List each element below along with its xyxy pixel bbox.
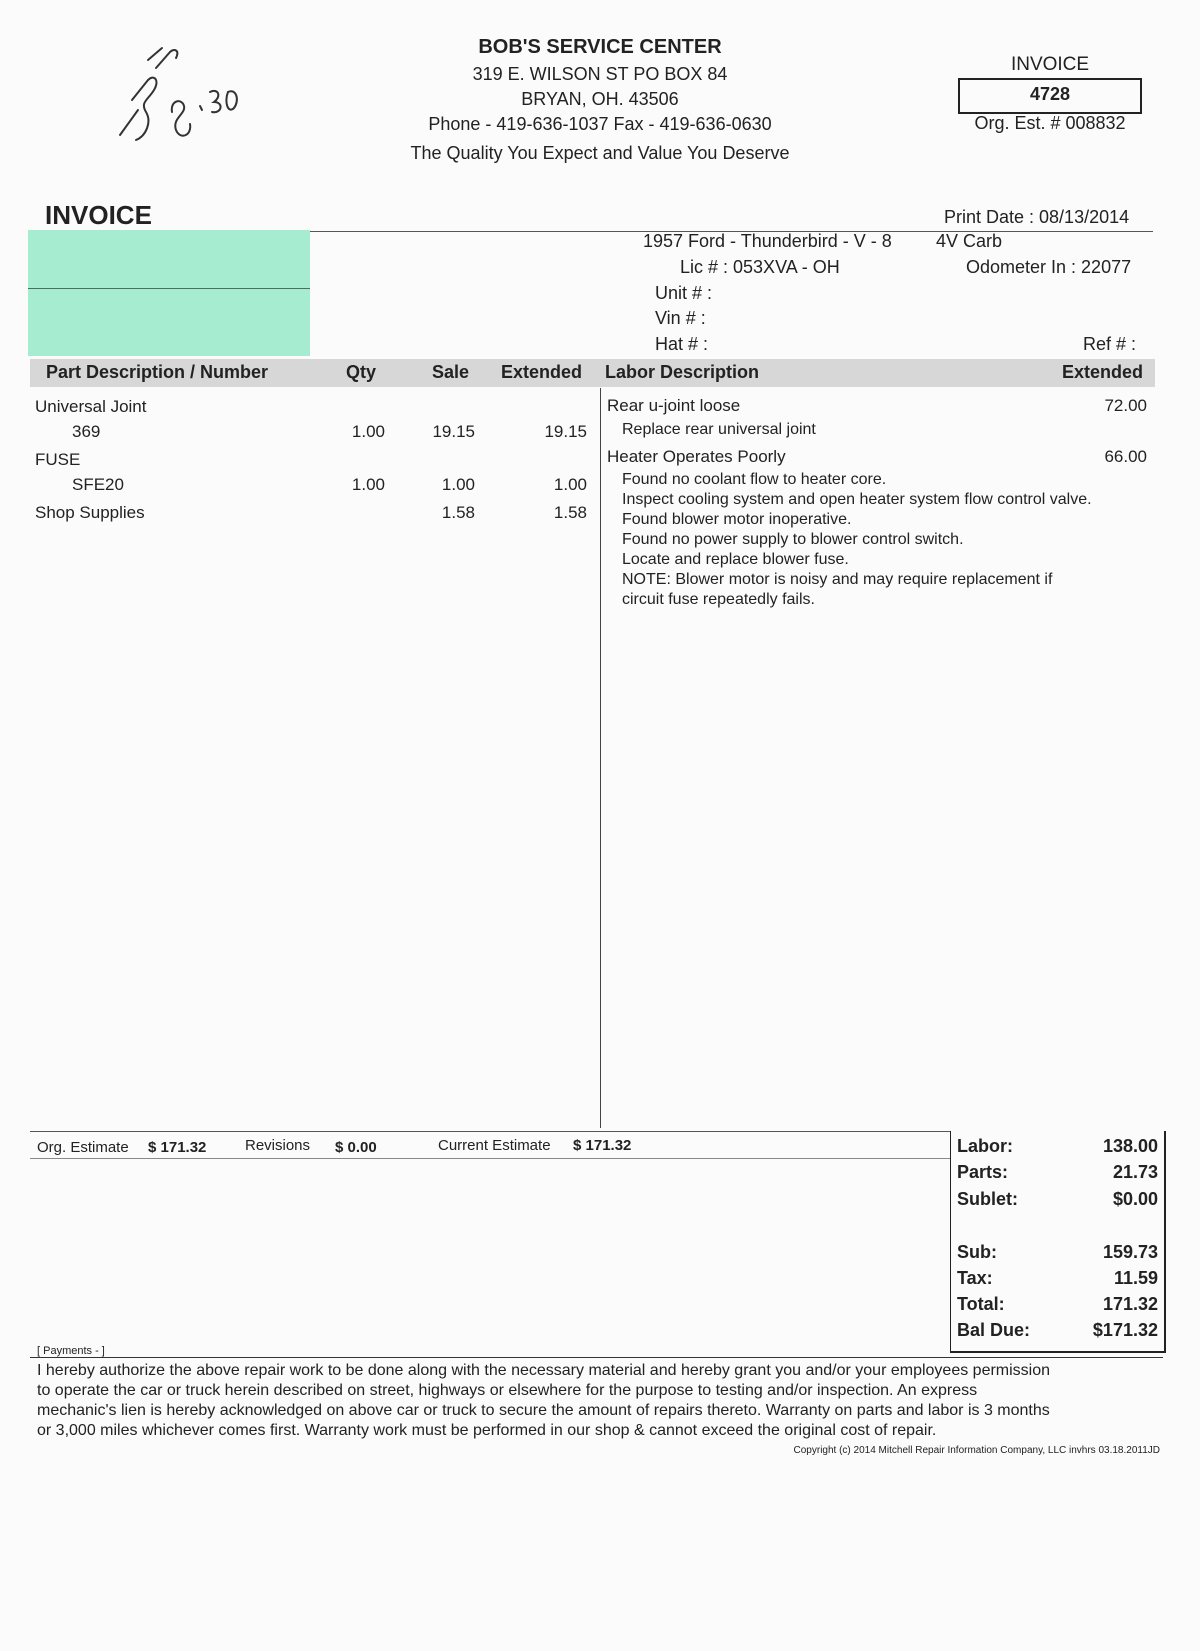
- totals-tax-value: 11.59: [1113, 1268, 1158, 1288]
- part-extended: 19.15: [544, 422, 587, 441]
- col-labor-description: Labor Description: [605, 362, 760, 382]
- parts-labor-divider: [600, 388, 601, 1128]
- authorization-line: to operate the car or truck herein described on street, highways or elsewhere for the purpose to testing and/or inspection. An express: [37, 1382, 978, 1399]
- col-extended: Extended: [501, 362, 583, 382]
- current-estimate-value: $ 171.32: [573, 1137, 632, 1154]
- totals-balance-label: Bal Due:: [957, 1320, 1031, 1340]
- labor-line: NOTE: Blower motor is noisy and may require replacement if: [622, 571, 1053, 588]
- totals-balance-value: $171.32: [1092, 1320, 1158, 1340]
- totals-sublet-label: Sublet:: [957, 1189, 1018, 1209]
- col-part-description: Part Description / Number: [46, 362, 269, 382]
- totals-labor-label: Labor:: [957, 1136, 1013, 1156]
- shop-tagline: The Quality You Expect and Value You Deserve: [410, 143, 790, 163]
- totals-tax-label: Tax:: [957, 1268, 993, 1288]
- org-estimate-label: Org. Estimate: [37, 1139, 129, 1156]
- totals-sub-value: 159.73: [1102, 1242, 1158, 1262]
- copyright: Copyright (c) 2014 Mitchell Repair Information Company, LLC invhrs 03.18.2011JD: [793, 1445, 1160, 1456]
- labor-line: Found no power supply to blower control switch.: [622, 531, 964, 548]
- part-extended: 1.00: [553, 475, 587, 494]
- part-extended: 1.58: [553, 503, 587, 522]
- page-title: INVOICE: [45, 200, 152, 230]
- shop-address: 319 E. WILSON ST PO BOX 84: [472, 64, 728, 84]
- org-estimate-value: $ 171.32: [148, 1139, 207, 1156]
- hat-number: Hat # :: [655, 334, 709, 354]
- authorization-line: I hereby authorize the above repair work to be done along with the necessary material and hereby grant you and/or your employees permission: [37, 1362, 1051, 1379]
- labor-title: Heater Operates Poorly: [607, 447, 786, 466]
- labor-line: Inspect cooling system and open heater system flow control valve.: [622, 491, 1092, 508]
- shop-city: BRYAN, OH. 43506: [521, 89, 679, 109]
- labor-line: Replace rear universal joint: [622, 421, 816, 438]
- ref-number: Ref # :: [1083, 334, 1137, 354]
- revisions-value: $ 0.00: [335, 1139, 377, 1156]
- invoice-box-label: INVOICE: [1010, 54, 1090, 75]
- odometer: Odometer In : 22077: [966, 257, 1132, 277]
- revisions-label: Revisions: [245, 1137, 311, 1154]
- totals-labor-value: 138.00: [1102, 1136, 1158, 1156]
- labor-line: Found no coolant flow to heater core.: [622, 471, 887, 488]
- redaction-divider: [28, 288, 310, 289]
- part-number: SFE20: [72, 475, 124, 494]
- labor-line: Locate and replace blower fuse.: [622, 551, 849, 568]
- vehicle-license: Lic # : 053XVA - OH: [680, 257, 840, 277]
- part-qty: 1.00: [351, 475, 385, 494]
- shop-name: BOB'S SERVICE CENTER: [478, 36, 722, 58]
- part-desc: FUSE: [35, 450, 81, 469]
- labor-amount: 66.00: [1104, 447, 1147, 466]
- labor-title: Rear u-joint loose: [607, 396, 741, 415]
- labor-amount: 72.00: [1104, 396, 1147, 415]
- totals-parts-label: Parts:: [957, 1162, 1009, 1182]
- col-sale: Sale: [432, 362, 470, 382]
- invoice-number: 4728: [1029, 84, 1071, 104]
- payments-divider: [30, 1357, 1163, 1358]
- totals-sub-label: Sub:: [957, 1242, 997, 1262]
- labor-line: Found blower motor inoperative.: [622, 511, 852, 528]
- estimate-bottom-divider: [30, 1158, 950, 1159]
- totals-total-label: Total:: [957, 1294, 1005, 1314]
- authorization-line: or 3,000 miles whichever comes first. Warranty work must be performed in our shop & cannot exceed the original cost of repair.: [37, 1422, 937, 1439]
- vin-number: Vin # :: [655, 308, 706, 328]
- col-qty: Qty: [346, 362, 377, 382]
- payments-label: [ Payments - ]: [37, 1345, 105, 1357]
- part-number: 369: [72, 422, 101, 441]
- part-sale: 1.00: [441, 475, 475, 494]
- part-desc: Universal Joint: [35, 397, 147, 416]
- part-desc: Shop Supplies: [35, 503, 145, 522]
- current-estimate-label: Current Estimate: [438, 1137, 551, 1154]
- labor-line: circuit fuse repeatedly fails.: [622, 591, 815, 608]
- totals-sublet-value: $0.00: [1112, 1189, 1158, 1209]
- vehicle-model: 1957 Ford - Thunderbird - V - 8: [643, 231, 892, 251]
- authorization-line: mechanic's lien is hereby acknowledged on above car or truck to secure the amount of repairs thereto. Warranty on parts and labor is 3 months: [37, 1402, 1050, 1419]
- part-sale: 1.58: [441, 503, 475, 522]
- totals-parts-value: 21.73: [1112, 1162, 1158, 1182]
- shop-phone: Phone - 419-636-1037 Fax - 419-636-0630: [428, 114, 772, 134]
- print-date: Print Date : 08/13/2014: [944, 207, 1130, 227]
- part-sale: 19.15: [432, 422, 475, 441]
- handwritten-note: [110, 40, 250, 160]
- part-qty: 1.00: [351, 422, 385, 441]
- org-estimate-number: Org. Est. # 008832: [974, 113, 1126, 133]
- redacted-customer-info: [28, 230, 310, 356]
- vehicle-engine: 4V Carb: [936, 231, 1003, 251]
- col-labor-extended: Extended: [1062, 362, 1144, 382]
- unit-number: Unit # :: [655, 283, 713, 303]
- estimate-top-divider: [30, 1131, 950, 1132]
- totals-total-value: 171.32: [1102, 1294, 1158, 1314]
